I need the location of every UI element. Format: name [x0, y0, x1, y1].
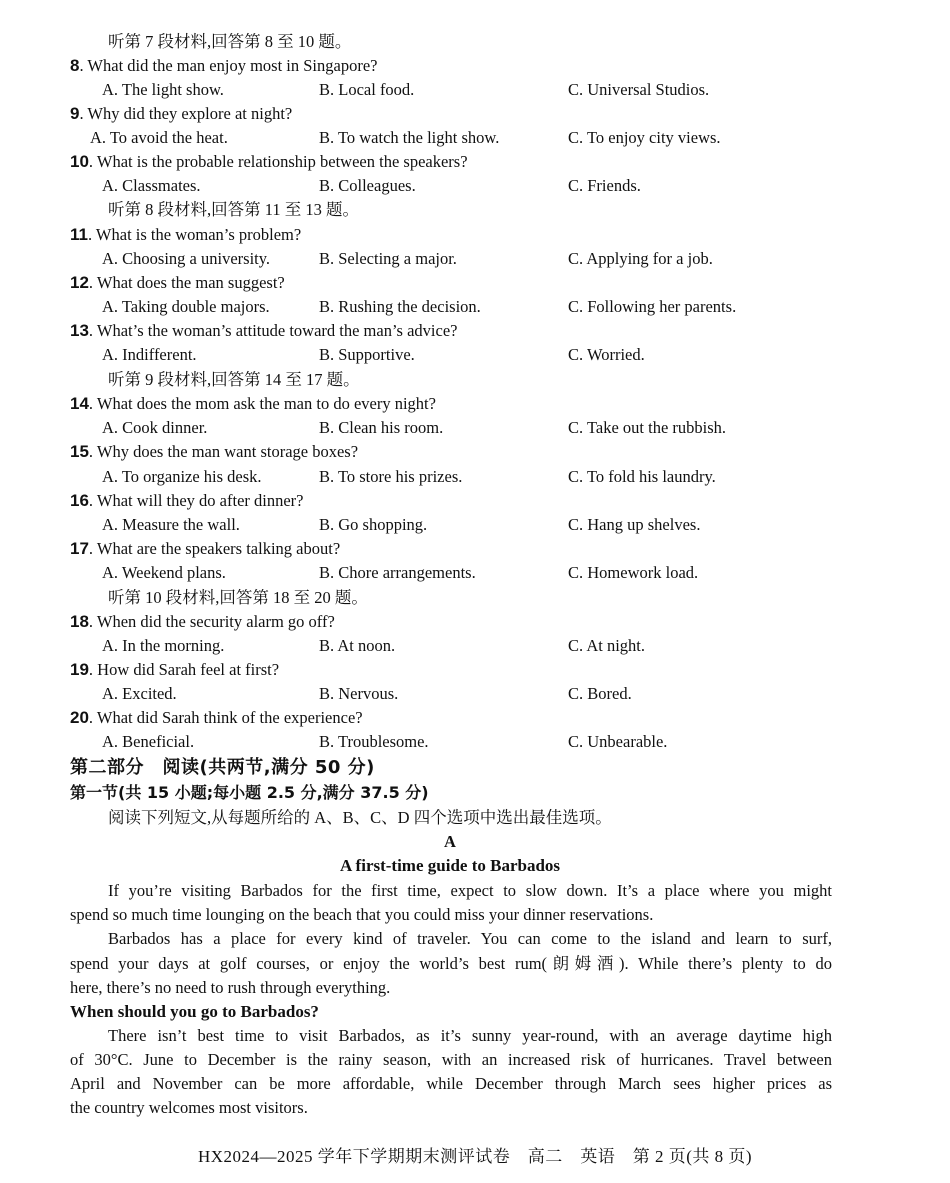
option-b: B. Clean his room. — [319, 418, 444, 437]
question-number: 8 — [70, 56, 80, 75]
question-text: . What did the man enjoy most in Singapore? — [79, 56, 378, 75]
section-instruction-7: 听第 7 段材料,回答第 8 至 10 题。 — [108, 32, 352, 51]
options-11 — [70, 247, 914, 271]
paragraph-1-line-1: If you’re visiting Barbados for the first time, expect to slow down. It’s a place where you might — [108, 881, 832, 900]
option-b: B. To store his prizes. — [319, 467, 463, 486]
passage-label: A — [444, 832, 456, 851]
options-10 — [70, 174, 914, 198]
option-c: C. To fold his laundry. — [568, 467, 716, 486]
option-a: A. Weekend plans. — [102, 563, 226, 582]
question-17 — [70, 537, 882, 561]
option-c: C. Following her parents. — [568, 297, 737, 316]
question-text: . What are the speakers talking about? — [88, 539, 341, 558]
question-19 — [70, 658, 882, 682]
options-16 — [70, 513, 914, 537]
question-12 — [70, 271, 882, 295]
passage-subtitle: When should you go to Barbados? — [70, 1002, 319, 1021]
paragraph-3-line-1: There isn’t best time to visit Barbados, as it’s sunny year-round, with an average daytime high — [108, 1026, 832, 1045]
section-instruction-8: 听第 8 段材料,回答第 11 至 13 题。 — [108, 200, 360, 219]
option-b: B. Local food. — [319, 80, 415, 99]
options-13 — [70, 343, 914, 367]
question-text: . What’s the woman’s attitude toward the man’s advice? — [88, 321, 458, 340]
question-number: 18 — [70, 612, 89, 631]
option-b: B. Chore arrangements. — [319, 563, 476, 582]
option-a: A. Cook dinner. — [102, 418, 208, 437]
question-text: . What is the probable relationship between the speakers? — [88, 152, 468, 171]
question-11 — [70, 223, 882, 247]
options-12 — [70, 295, 914, 319]
option-b: B. Nervous. — [319, 684, 399, 703]
question-18 — [70, 610, 882, 634]
passage-title: A first-time guide to Barbados — [339, 856, 561, 875]
option-a: A. In the morning. — [102, 636, 225, 655]
option-c: C. Take out the rubbish. — [568, 418, 727, 437]
question-number: 19 — [70, 660, 89, 679]
option-c: C. Homework load. — [568, 563, 699, 582]
question-number: 10 — [70, 152, 89, 171]
question-number: 13 — [70, 321, 89, 340]
question-15 — [70, 440, 882, 464]
question-text: . Why does the man want storage boxes? — [88, 442, 359, 461]
option-b: B. At noon. — [319, 636, 396, 655]
option-a: A. Classmates. — [102, 176, 201, 195]
question-number: 14 — [70, 394, 89, 413]
question-13 — [70, 319, 882, 343]
part-two-heading: 第二部分 阅读(共两节,满分 50 分) — [70, 757, 375, 778]
question-14 — [70, 392, 882, 416]
option-b: B. Go shopping. — [319, 515, 428, 534]
option-c: C. At night. — [568, 636, 646, 655]
option-c: C. Unbearable. — [568, 732, 668, 751]
options-17 — [70, 561, 914, 585]
question-number: 15 — [70, 442, 89, 461]
options-15 — [70, 465, 914, 489]
option-a: A. Taking double majors. — [102, 297, 270, 316]
option-b: B. Troublesome. — [319, 732, 429, 751]
question-16 — [70, 489, 882, 513]
paragraph-3-line-4: the country welcomes most visitors. — [70, 1098, 308, 1117]
question-text: . How did Sarah feel at first? — [88, 660, 280, 679]
options-18 — [70, 634, 914, 658]
option-b: B. Colleagues. — [319, 176, 416, 195]
option-c: C. Hang up shelves. — [568, 515, 701, 534]
option-a: A. To organize his desk. — [102, 467, 262, 486]
option-b: B. Rushing the decision. — [319, 297, 481, 316]
section-instruction-10: 听第 10 段材料,回答第 18 至 20 题。 — [108, 588, 368, 607]
question-number: 12 — [70, 273, 89, 292]
option-a: A. To avoid the heat. — [90, 128, 228, 147]
page-footer: HX2024—2025 学年下学期期末测评试卷 高二 英语 第 2 页(共 8 页) — [197, 1147, 753, 1166]
options-14 — [70, 416, 914, 440]
question-text: . What does the mom ask the man to do every night? — [88, 394, 436, 413]
option-a: A. Indifferent. — [102, 345, 197, 364]
options-20 — [70, 730, 914, 754]
options-9 — [70, 126, 914, 150]
question-number: 9 — [70, 104, 80, 123]
paragraph-3-line-3: April and November can be more affordable, while December through March sees higher prices as — [70, 1074, 832, 1093]
question-text: . What is the woman’s problem? — [87, 225, 302, 244]
question-number: 11 — [70, 225, 88, 244]
option-c: C. Universal Studios. — [568, 80, 710, 99]
paragraph-1-line-2: spend so much time lounging on the beach that you could miss your dinner reservations. — [70, 905, 654, 924]
option-c: C. Bored. — [568, 684, 632, 703]
question-text: . What does the man suggest? — [88, 273, 285, 292]
question-text: . What will they do after dinner? — [88, 491, 304, 510]
option-b: B. Selecting a major. — [319, 249, 457, 268]
option-a: A. Beneficial. — [102, 732, 195, 751]
option-a: A. The light show. — [102, 80, 224, 99]
options-8 — [70, 78, 914, 102]
option-c: C. Friends. — [568, 176, 641, 195]
question-8 — [70, 54, 882, 78]
option-c: C. To enjoy city views. — [568, 128, 721, 147]
paragraph-2-line-1: Barbados has a place for every kind of traveler. You can come to the island and learn to surf, — [108, 929, 832, 948]
paragraph-2-line-2: spend your days at golf courses, or enjoy the world’s best rum(朗姆酒). While there’s plenty to do — [70, 954, 832, 973]
question-number: 17 — [70, 539, 89, 558]
section-instruction-9: 听第 9 段材料,回答第 14 至 17 题。 — [108, 370, 360, 389]
option-a: A. Excited. — [102, 684, 177, 703]
option-a: A. Measure the wall. — [102, 515, 240, 534]
question-number: 16 — [70, 491, 89, 510]
question-text: . When did the security alarm go off? — [88, 612, 335, 631]
question-text: . Why did they explore at night? — [79, 104, 293, 123]
question-10 — [70, 150, 882, 174]
option-b: B. To watch the light show. — [319, 128, 500, 147]
reading-instruction: 阅读下列短文,从每题所给的 A、B、C、D 四个选项中选出最佳选项。 — [108, 808, 612, 827]
paragraph-2-line-3: here, there’s no need to rush through everything. — [70, 978, 391, 997]
option-c: C. Applying for a job. — [568, 249, 713, 268]
section-one-heading: 第一节(共 15 小题;每小题 2.5 分,满分 37.5 分) — [70, 783, 429, 802]
paragraph-3-line-2: of 30°C. June to December is the rainy season, with an increased risk of hurricanes. Travel between — [70, 1050, 832, 1069]
question-20 — [70, 706, 882, 730]
options-19 — [70, 682, 914, 706]
question-9 — [70, 102, 882, 126]
question-text: . What did Sarah think of the experience? — [88, 708, 363, 727]
question-number: 20 — [70, 708, 89, 727]
option-a: A. Choosing a university. — [102, 249, 271, 268]
option-b: B. Supportive. — [319, 345, 415, 364]
option-c: C. Worried. — [568, 345, 645, 364]
